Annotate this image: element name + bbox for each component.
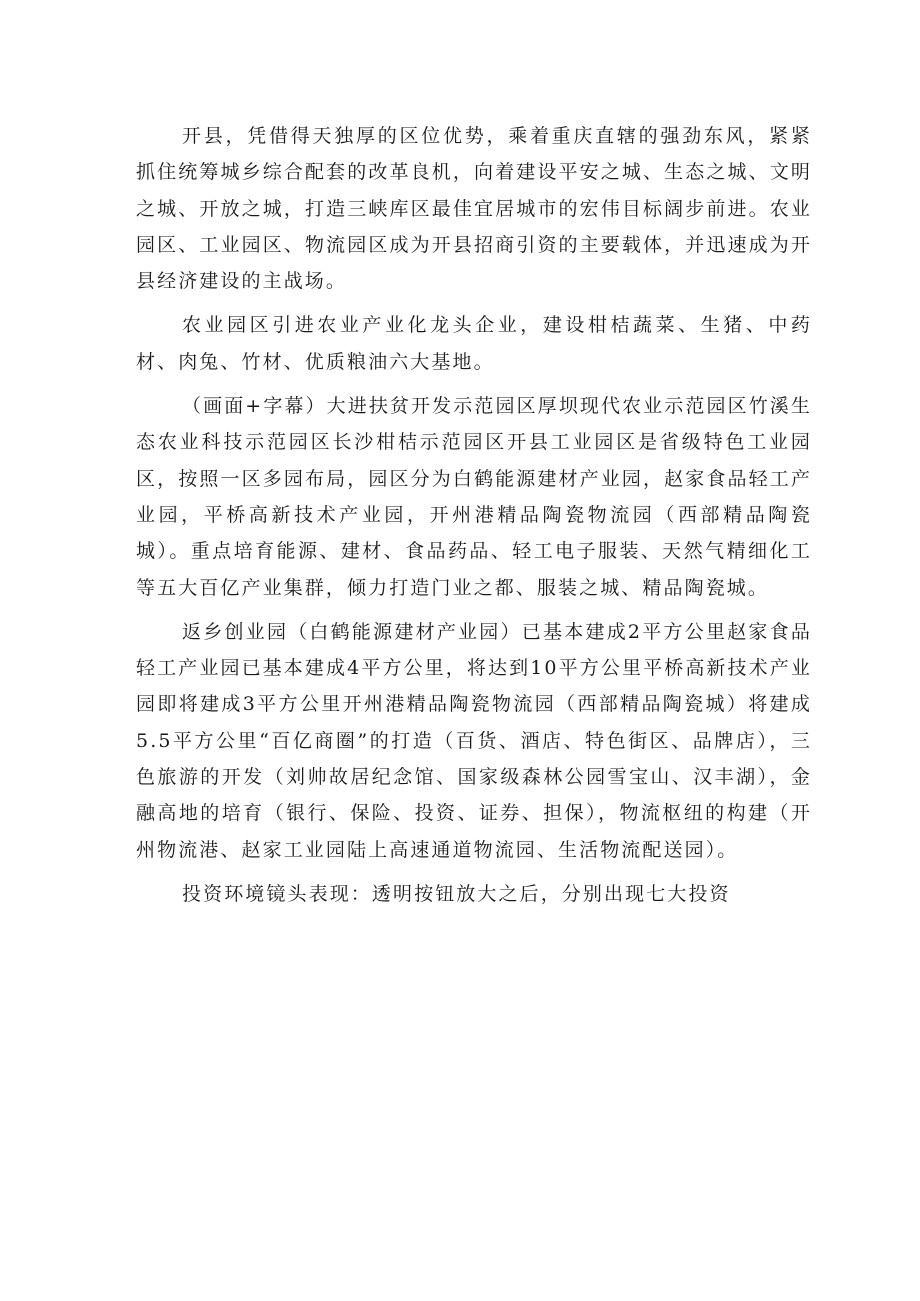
paragraph-kaixian-intro: 开县，凭借得天独厚的区位优势，乘着重庆直辖的强劲东风，紧紧抓住统筹城乡综合配套的改革良机，向着建设平安之城、生态之城、文明之城、开放之城，打造三峡库区最佳宜居城市的宏伟目标阔步前进。农业园区、工业园区、物流园区成为开县招商引资的主要载体，并迅速成为开县经济建设的主战场。 <box>136 125 812 293</box>
paragraph-agricultural-park: 农业园区引进农业产业化龙头企业，建设柑桔蔬菜、生猪、中药材、肉兔、竹材、优质粮油六大基地。 <box>136 314 812 373</box>
paragraph-park-areas: 返乡创业园（白鹤能源建材产业园）已基本建成2平方公里赵家食品轻工产业园已基本建成4平方公里，将达到10平方公里平桥高新技术产业园即将建成3平方公里开州港精品陶瓷物流园（西部精品陶瓷城）将建成5.5平方公里“百亿商圈”的打造（百货、酒店、特色街区、品牌店），三色旅游的开发（刘帅故居纪念馆、国家级森林公园雪宝山、汉丰湖），金融高地的培育（银行、保险、投资、证券、担保），物流枢纽的构建（开州物流港、赵家工业园陆上高速通道物流园、生活物流配送园）。 <box>136 620 812 861</box>
document-page <box>136 118 812 920</box>
paragraph-industrial-park: （画面+字幕）大进扶贫开发示范园区厚坝现代农业示范园区竹溪生态农业科技示范园区长沙柑桔示范园区开县工业园区是省级特色工业园区，按照一区多园布局，园区分为白鹤能源建材产业园，赵家食品轻工产业园，平桥高新技术产业园，开州港精品陶瓷物流园（西部精品陶瓷城）。重点培育能源、建材、食品药品、轻工电子服装、天然气精细化工等五大百亿产业集群，倾力打造门业之都、服装之城、精品陶瓷城。 <box>136 395 812 599</box>
paragraph-investment-environment: 投资环境镜头表现：透明按钮放大之后，分别出现七大投资 <box>182 882 731 905</box>
